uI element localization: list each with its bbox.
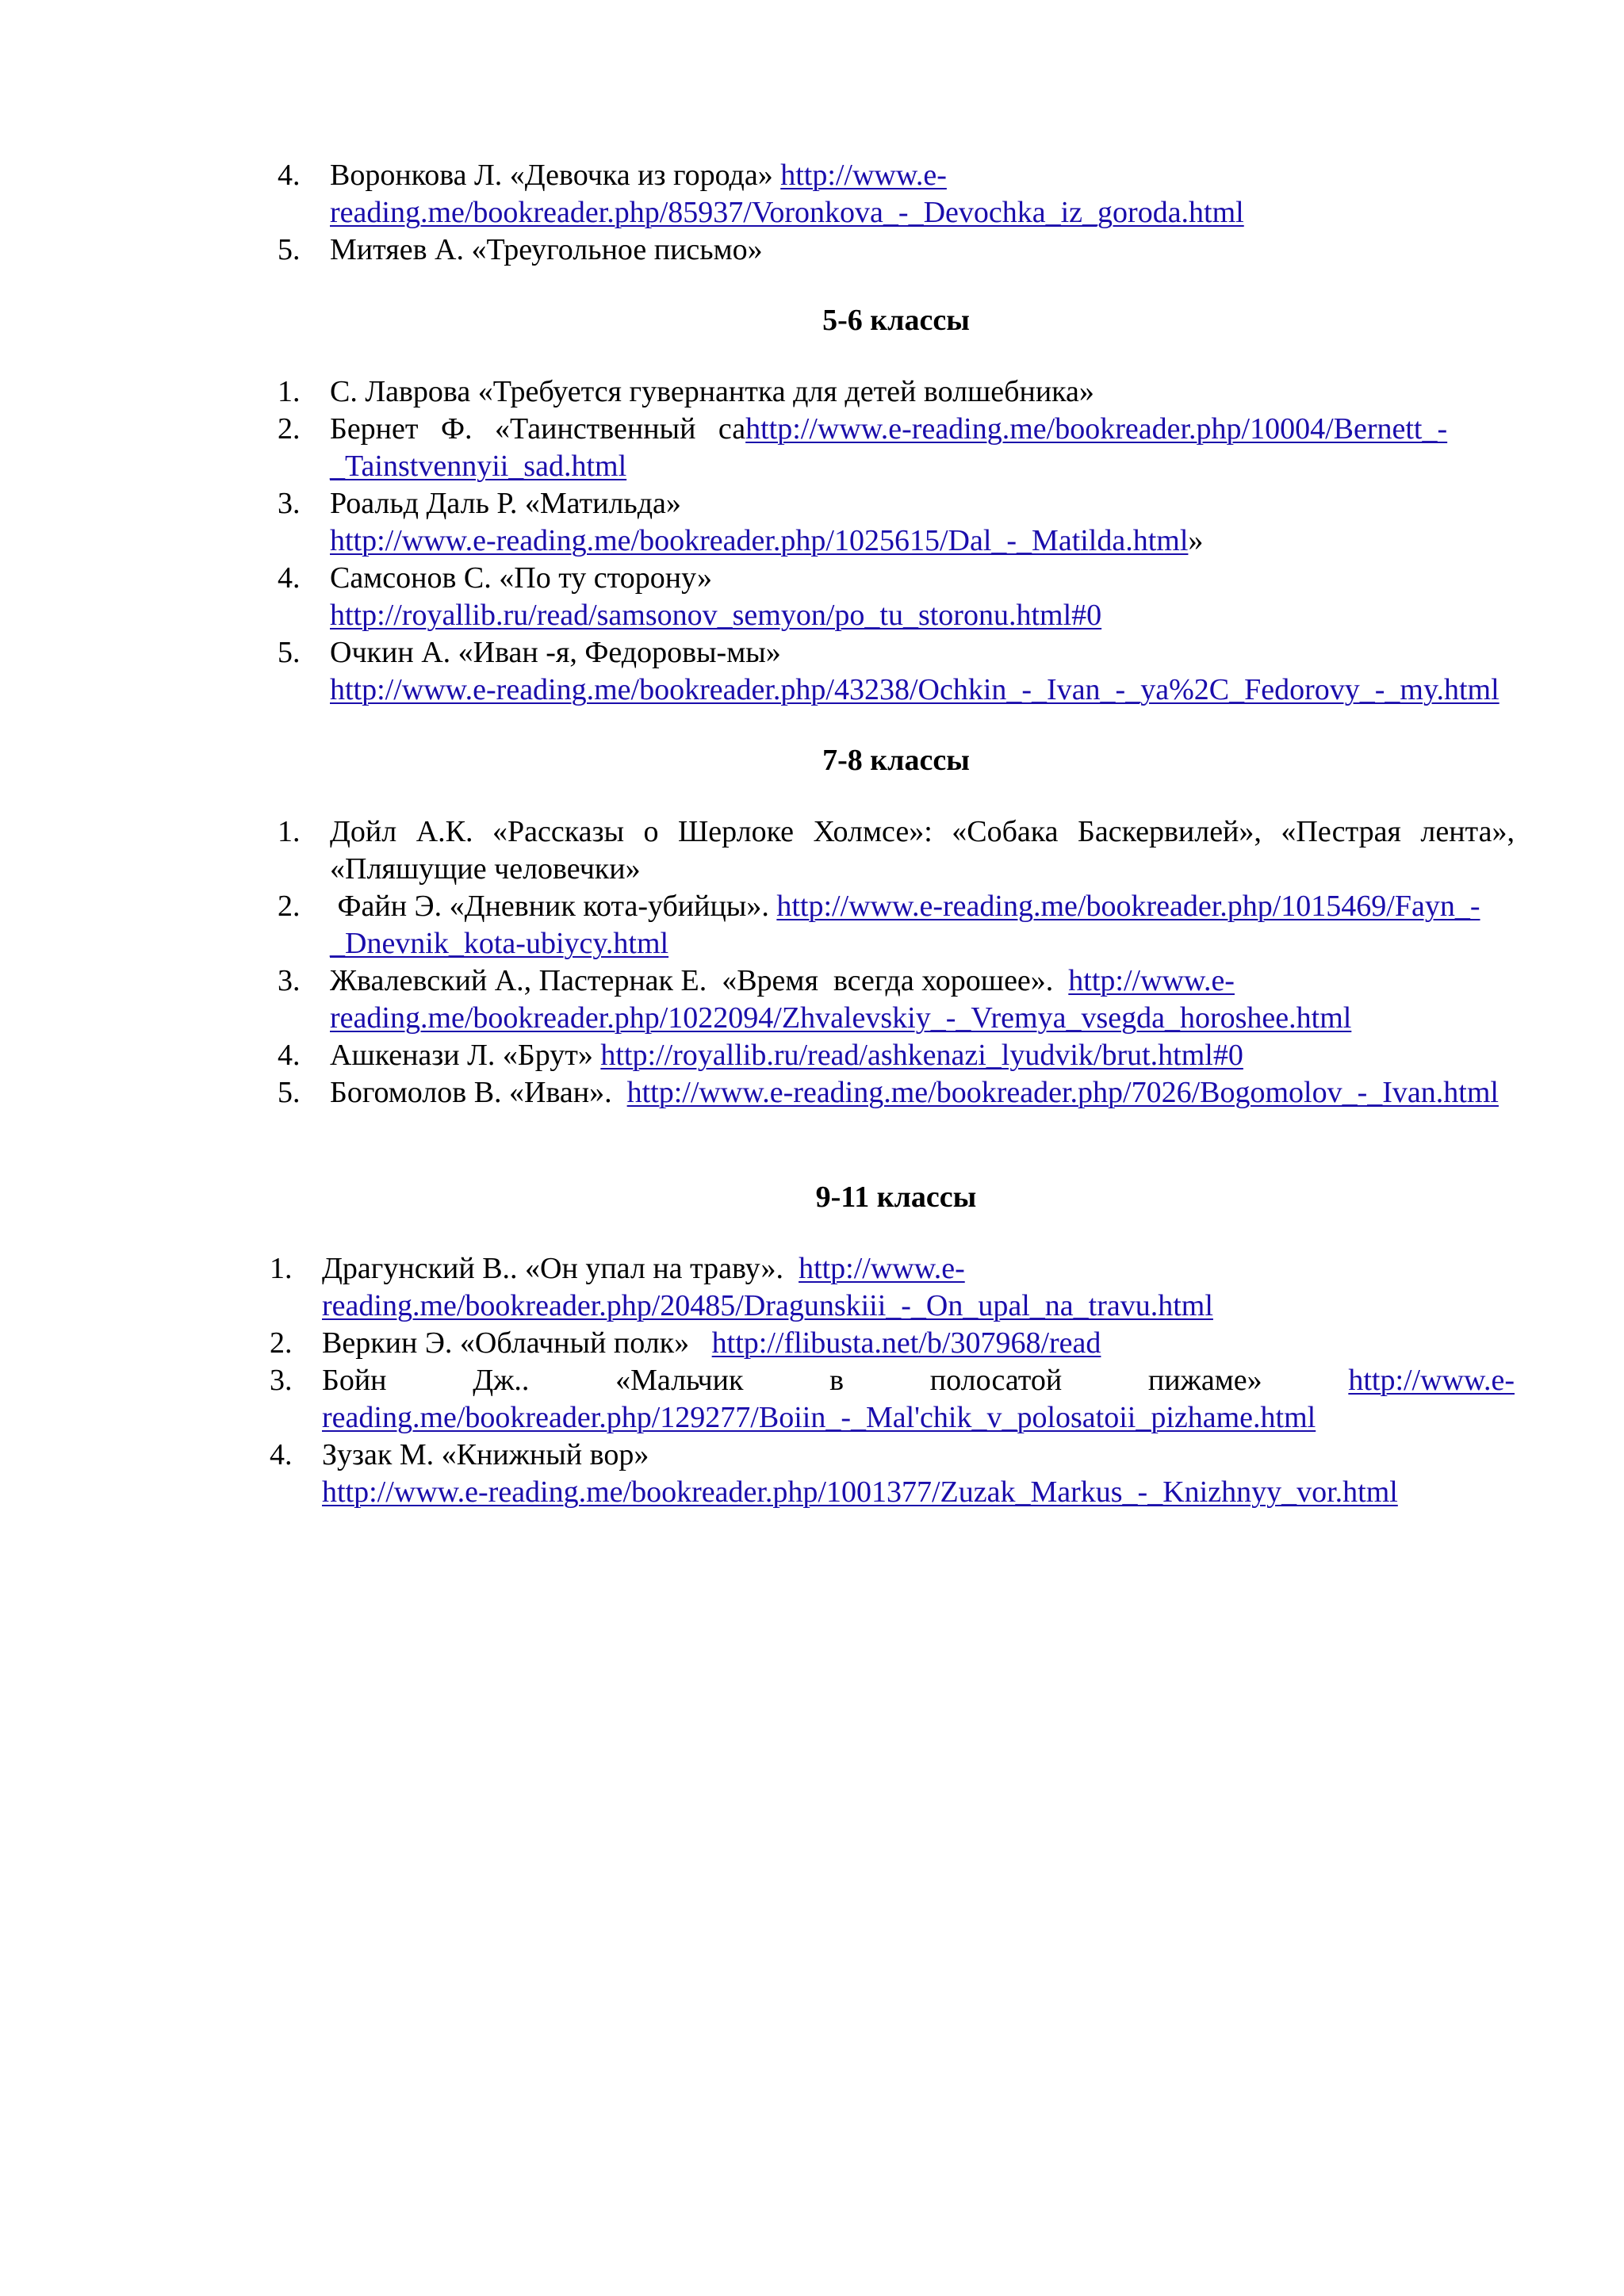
item-text: Зузак М. «Книжный вор» (322, 1438, 649, 1471)
item-body (322, 1362, 1515, 1437)
item-body (330, 373, 1515, 411)
item-number: 4. (278, 1039, 301, 1072)
item-text: Ашкенази Л. «Брут» (330, 1039, 601, 1072)
list-item (278, 962, 1515, 1037)
item-number: 4. (278, 159, 301, 192)
item-number: 3. (270, 1364, 293, 1397)
book-link[interactable]: http://www.e-reading.me/bookreader.php/7026/Bogomolov_-_Ivan.html (626, 1076, 1499, 1109)
section-heading-9-11: 9-11 классы (815, 1181, 977, 1214)
list-item (278, 888, 1515, 962)
item-number: 5. (278, 1076, 301, 1109)
item-number: 5. (278, 636, 301, 669)
item-suffix: » (1188, 524, 1204, 557)
book-link[interactable]: http://www.e-reading.me/bookreader.php/1015469/Fayn_-_Dnevnik_kota-ubiycy.html (330, 890, 1480, 960)
item-text: Веркин Э. «Облачный полк» (322, 1326, 712, 1360)
book-link[interactable]: http://royallib.ru/read/samsonov_semyon/po_tu_storonu.html#0 (330, 599, 1102, 632)
item-number: 4. (278, 561, 301, 595)
item-body (330, 157, 1515, 232)
list-item (270, 1325, 1515, 1362)
item-number: 2. (278, 890, 301, 923)
list-item (270, 1362, 1515, 1437)
item-body (330, 1037, 1515, 1074)
list-item (278, 157, 1515, 232)
item-body (330, 888, 1515, 962)
item-text: Бойн Дж.. «Мальчик в полосатой пижаме» (322, 1364, 1349, 1397)
list-item (270, 1437, 1515, 1511)
item-text: С. Лаврова «Требуется гувернантка для детей волшебника» (330, 375, 1094, 408)
item-text: Дойл А.К. «Рассказы о Шерлоке Холмсе»: «Собака Баскервилей», «Пестрая лента», «Пляшущие человечки» (330, 815, 1515, 886)
item-body (330, 232, 1515, 269)
item-text: Файн Э. «Дневник кота-убийцы». (330, 890, 777, 923)
book-link[interactable]: http://www.e-reading.me/bookreader.php/1001377/Zuzak_Markus_-_Knizhnyy_vor.html (322, 1475, 1398, 1509)
book-link[interactable]: http://www.e-reading.me/bookreader.php/43238/Ochkin_-_Ivan_-_ya%2C_Fedorovy_-_my.html (330, 673, 1500, 706)
list-item (278, 411, 1515, 485)
book-link[interactable]: http://www.e-reading.me/bookreader.php/1025615/Dal_-_Matilda.html (330, 524, 1189, 557)
section-list-5-6 (278, 373, 1515, 709)
intro-list (278, 157, 1515, 269)
book-link[interactable]: http://royallib.ru/read/ashkenazi_lyudvik/brut.html#0 (600, 1039, 1243, 1072)
book-link[interactable]: http://www.e-reading.me/bookreader.php/20485/Dragunskiii_-_On_upal_na_travu.html (322, 1252, 1213, 1322)
list-item (278, 1037, 1515, 1074)
list-item (278, 813, 1515, 888)
item-text: Бернет Ф. «Таинственный са (330, 412, 746, 446)
list-item (278, 373, 1515, 411)
book-link[interactable]: http://www.e-reading.me/bookreader.php/129277/Boiin_-_Mal'chik_v_polosatoii_pizhame.html (322, 1364, 1515, 1434)
list-item (278, 485, 1515, 560)
item-body (330, 634, 1515, 709)
item-text: Самсонов С. «По ту сторону» (330, 561, 713, 595)
list-item (278, 634, 1515, 709)
section-list-9-11 (270, 1250, 1515, 1511)
item-body (330, 485, 1515, 560)
item-number: 3. (278, 964, 301, 997)
item-number: 2. (270, 1326, 293, 1360)
section-heading-5-6: 5-6 классы (822, 304, 970, 337)
item-text: Митяев А. «Треугольное письмо» (330, 233, 763, 266)
item-number: 1. (278, 815, 301, 848)
item-body (330, 560, 1515, 634)
item-text: Жвалевский А., Пастернак Е. «Время всегда хорошее». (330, 964, 1069, 997)
book-link[interactable]: http://www.e-reading.me/bookreader.php/85937/Voronkova_-_Devochka_iz_goroda.html (330, 159, 1244, 229)
item-body (322, 1325, 1515, 1362)
item-number: 1. (278, 375, 301, 408)
item-text: Драгунский В.. «Он упал на траву». (322, 1252, 799, 1285)
book-link[interactable]: http://www.e-reading.me/bookreader.php/10004/Bernett_-_Tainstvennyii_sad.html (330, 412, 1448, 483)
item-body (330, 962, 1515, 1037)
item-text: Роальд Даль Р. «Матильда» (330, 487, 681, 520)
item-text: Очкин А. «Иван -я, Федоровы-мы» (330, 636, 781, 669)
item-body (322, 1437, 1515, 1511)
item-body (330, 411, 1515, 485)
item-number: 1. (270, 1252, 293, 1285)
item-number: 4. (270, 1438, 293, 1471)
item-text: Богомолов В. «Иван». (330, 1076, 627, 1109)
list-item (278, 232, 1515, 269)
item-body (330, 813, 1515, 888)
item-body (322, 1250, 1515, 1325)
section-list-7-8 (278, 813, 1515, 1112)
item-number: 3. (278, 487, 301, 520)
item-number: 5. (278, 233, 301, 266)
item-body (330, 1074, 1515, 1112)
list-item (278, 560, 1515, 634)
book-link[interactable]: http://flibusta.net/b/307968/read (711, 1326, 1101, 1360)
item-number: 2. (278, 412, 301, 446)
document-content (270, 157, 1515, 1511)
item-text: Воронкова Л. «Девочка из города» (330, 159, 781, 192)
section-heading-7-8: 7-8 классы (822, 744, 970, 777)
list-item (278, 1074, 1515, 1112)
book-link[interactable]: http://www.e-reading.me/bookreader.php/1022094/Zhvalevskiy_-_Vremya_vsegda_horoshee.html (330, 964, 1352, 1035)
list-item (270, 1250, 1515, 1325)
